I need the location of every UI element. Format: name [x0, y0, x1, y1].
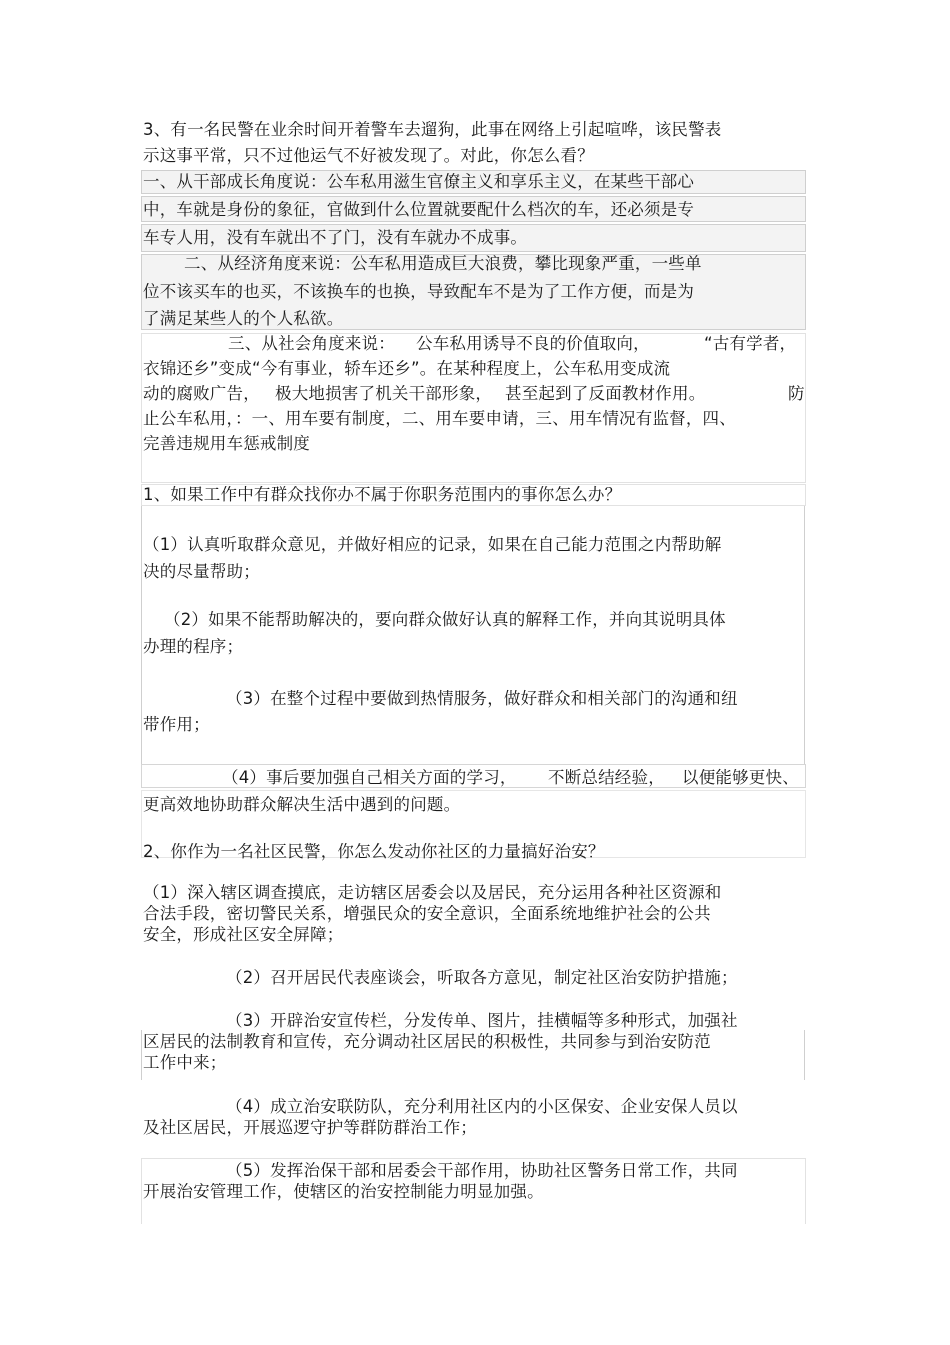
- q3-answer-line: 位不该买车的也买，不该换车的也换，导致配车不是为了工作方便，而是为: [143, 282, 695, 301]
- q2-answer-line: （4）成立治安联防队，充分利用社区内的小区保安、企业安保人员以: [226, 1097, 738, 1116]
- q2-answer-line: （5）发挥治保干部和居委会干部作用，协助社区警务日常工作，共同: [226, 1161, 738, 1180]
- q3-answer-line: 完善违规用车惩戒制度: [143, 434, 310, 453]
- border-line: [804, 506, 805, 764]
- q3-answer-line: 二、从经济角度来说：公车私用造成巨大浪费，攀比现象严重，一些单: [184, 254, 702, 273]
- q2-answer-line: （2）召开居民代表座谈会，听取各方意见，制定社区治安防护措施；: [226, 968, 738, 987]
- q3-answer-segment: 甚至起到了反面教材作用。: [505, 384, 706, 403]
- q1-answer-line: （2）如果不能帮助解决的，要向群众做好认真的解释工作，并向其说明具体: [164, 610, 726, 629]
- q2-answer-line: 合法手段，密切警民关系，增强民众的安全意识，全面系统地维护社会的公共: [143, 904, 711, 923]
- q3-answer-segment: 极大地损害了机关干部形象，: [275, 384, 493, 403]
- q3-answer-segment: 防: [788, 384, 805, 403]
- q3-answer-line: 了满足某些人的个人私欲。: [143, 309, 344, 328]
- border-line: [804, 1030, 805, 1080]
- q2-answer-line: （1）深入辖区调查摸底，走访辖区居委会以及居民，充分运用各种社区资源和: [143, 883, 722, 902]
- q1-answer-segment: （4）事后要加强自己相关方面的学习，: [222, 768, 517, 787]
- q1-answer-line: （3）在整个过程中要做到热情服务，做好群众和相关部门的沟通和纽: [226, 689, 738, 708]
- q1-answer-line: 办理的程序；: [143, 637, 244, 656]
- border-line: [141, 506, 142, 764]
- q3-answer-line: 车专人用，没有车就出不了门，没有车就办不成事。: [143, 228, 528, 247]
- q3-title-line1: 3、有一名民警在业余时间开着警车去遛狗，此事在网络上引起喧哗，该民警表: [143, 120, 722, 139]
- q1-title: 1、如果工作中有群众找你办不属于你职务范围内的事你怎么办？: [143, 485, 622, 504]
- q3-answer-segment: 公车私用诱导不良的价值取向，: [416, 334, 650, 353]
- q3-answer-line: 中，车就是身份的象征，官做到什么位置就要配什么档次的车，还必须是专: [143, 200, 695, 219]
- q3-answer-segment: 三、从社会角度来说：: [228, 334, 395, 353]
- border-line: [141, 1030, 142, 1080]
- q2-answer-line: 区居民的法制教育和宣传，充分调动社区居民的积极性，共同参与到治安防范: [143, 1032, 711, 1051]
- q2-answer-line: 工作中来；: [143, 1053, 227, 1072]
- q1-answer-line: 决的尽量帮助；: [143, 562, 260, 581]
- q2-title: 2、你作为一名社区民警，你怎么发动你社区的力量搞好治安？: [143, 842, 605, 861]
- q2-answer-line: 安全，形成社区安全屏障；: [143, 925, 344, 944]
- q2-answer-line: （3）开辟治安宣传栏，分发传单、图片，挂横幅等多种形式，加强社: [226, 1011, 738, 1030]
- q3-answer-line: 一、从干部成长角度说：公车私用滋生官僚主义和享乐主义，在某些干部心: [143, 172, 695, 191]
- q3-answer-segment: “古有学者，: [704, 334, 797, 353]
- q2-answer-line: 及社区居民，开展巡逻守护等群防群治工作；: [143, 1118, 477, 1137]
- q2-answer-line: 开展治安管理工作，使辖区的治安控制能力明显加强。: [143, 1182, 544, 1201]
- q1-answer-segment: 以便能够更快、: [682, 768, 799, 787]
- q3-answer-line: 衣锦还乡”变成“今有事业，轿车还乡”。在某种程度上，公车私用变成流: [143, 359, 671, 378]
- q1-answer-segment: 不断总结经验，: [548, 768, 665, 787]
- q1-answer-line: （1）认真听取群众意见，并做好相应的记录，如果在自己能力范围之内帮助解: [143, 535, 722, 554]
- q3-title-line2: 示这事平常，只不过他运气不好被发现了。对此，你怎么看？: [143, 146, 594, 165]
- q1-answer-line: 带作用；: [143, 715, 210, 734]
- q3-answer-segment: 动的腐败广告，: [143, 384, 260, 403]
- q3-answer-line: 止公车私用，：一、用车要有制度，二、用车要申请，三、用车情况有监督，四、: [143, 409, 736, 428]
- q1-answer-line: 更高效地协助群众解决生活中遇到的问题。: [143, 795, 461, 814]
